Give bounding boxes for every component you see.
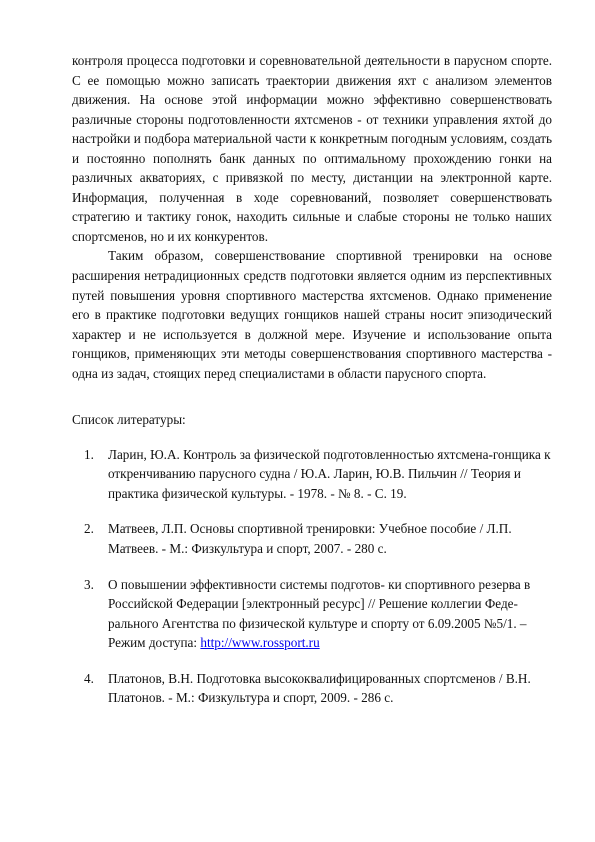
- reference-item-4: [72, 669, 552, 708]
- reference-text: Ларин, Ю.А. Контроль за физической подготовленностью яхтсмена-гонщика к откренчиванию парусного судна / Ю.А. Ларин, Ю.В. Пильчин // Теория и практика физической культуры. - 1978. - № 8. - С. 19.: [108, 446, 551, 501]
- reference-text: Платонов, В.Н. Подготовка высококвалифицированных спортсменов / В.Н. Платонов. - М.: Физкультура и спорт, 2009. - 286 с.: [108, 670, 531, 706]
- body-paragraph-1: контроля процесса подготовки и соревновательной деятельности в парусном спорте. С ее помощью можно записать траектории движения яхт с анализом элементов движения. На основе этой информации можно эффективно совершенствовать различные стороны подготовленности яхтсменов - от техники управления яхтой до настройки и подбора материальной части к конкретным погодным условиям, создать и постоянно пополнять банк данных по оптимальному прохождению гонки на различных акваториях, с привязкой по месту, дистанции на электронной карте. Информация, полученная в ходе соревнований, позволяет совершенствовать стратегию и тактику гонок, находить сильные и слабые стороны не только наших спортсменов, но и их конкурентов.: [72, 53, 552, 244]
- reference-number: 3.: [84, 576, 94, 592]
- references-heading: Список литературы:: [72, 412, 186, 428]
- rossport-link[interactable]: http://www.rossport.ru: [200, 635, 320, 651]
- body-paragraph-2: Таким образом, совершенствование спортивной тренировки на основе расширения нетрадиционных средств подготовки является одним из перспективных путей повышения уровня спортивного мастерства яхтсменов. Однако применение его в практике подготовки ведущих гонщиков нашей страны носит эпизодический характер и не используется в должной мере. Изучение и использование опыта гонщиков, применяющих эти методы совершенствования спортивного мастерства - одна из задач, стоящих перед специалистами в области парусного спорта.: [72, 248, 552, 381]
- reference-item-1: [72, 445, 552, 504]
- reference-text: О повышении эффективности системы подготов- ки спортивного резерва в Российской Федерации [электронный ресурс] // Решение коллегии Феде-рального Агентства по физической культуре и спорту от 6.09.2005 №5/1. – Режим доступа:: [108, 576, 531, 651]
- document-page: [72, 51, 552, 724]
- reference-number: 1.: [84, 446, 94, 462]
- reference-item-3: [72, 575, 552, 653]
- reference-text: Матвеев, Л.П. Основы спортивной тренировки: Учебное пособие / Л.П. Матвеев. - М.: Физкультура и спорт, 2007. - 280 с.: [108, 521, 512, 557]
- reference-number: 4.: [84, 670, 94, 686]
- reference-item-2: [72, 519, 552, 558]
- reference-number: 2.: [84, 521, 94, 537]
- references-list: [72, 445, 552, 708]
